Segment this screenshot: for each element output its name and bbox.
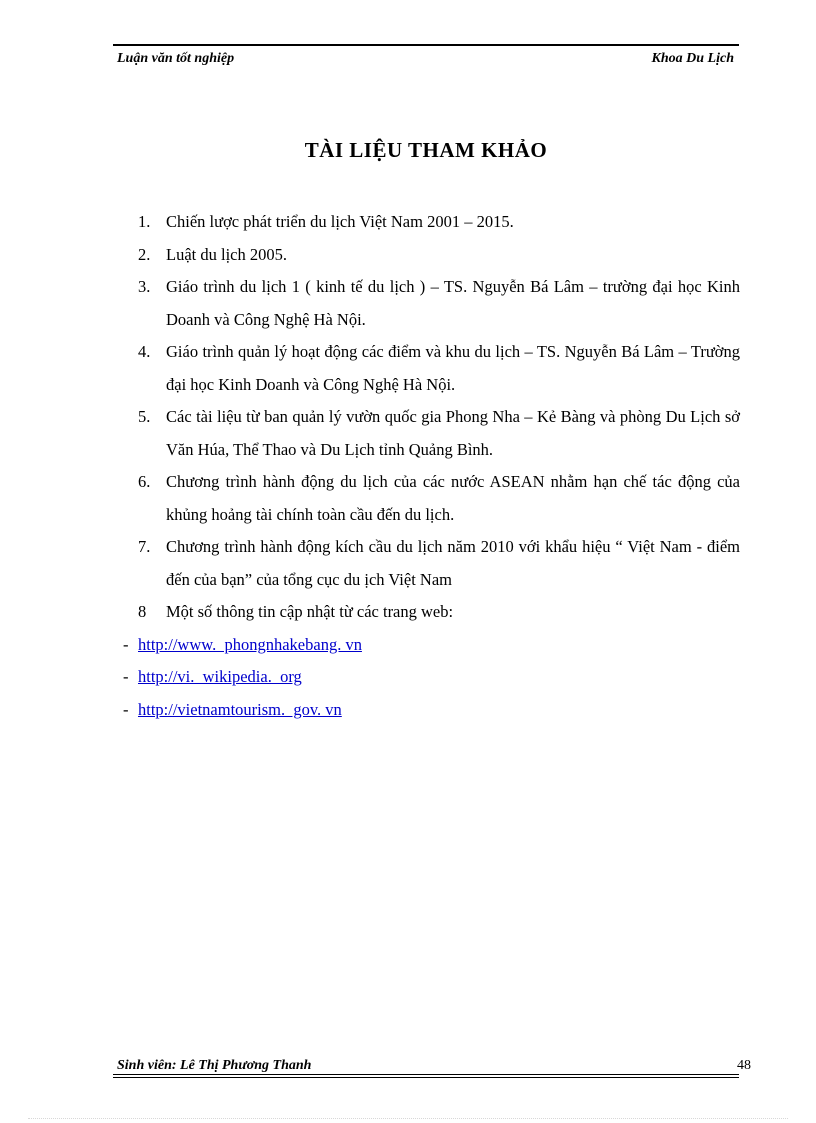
page-number: 48 bbox=[737, 1058, 751, 1073]
web-link-phongnhakebang[interactable]: http://www. phongnhakebang. vn bbox=[138, 634, 362, 654]
list-dash: - bbox=[123, 667, 129, 686]
web-link-wikipedia[interactable]: http://vi. wikipedia. org bbox=[138, 667, 302, 686]
web-link-item bbox=[123, 629, 740, 662]
reference-text: Lâm – Trường đại học Kinh Doanh và Công Nghệ Hà Nội. bbox=[166, 342, 740, 394]
reference-text: Chương trình hành động du lịch của các nước ASEAN nhằm hạn chế tác bbox=[166, 472, 672, 491]
reference-text: Một số thông tin cập nhật từ các trang web: bbox=[166, 602, 454, 621]
web-link-vietnamtourism[interactable]: http://vietnamtourism. gov. vn bbox=[138, 699, 342, 719]
reference-item-3 bbox=[138, 271, 740, 336]
reference-item-8 bbox=[138, 596, 740, 629]
header-department-label: Khoa Du Lịch bbox=[651, 51, 734, 66]
reference-item-1 bbox=[138, 206, 740, 239]
reference-item-4 bbox=[138, 336, 740, 401]
reference-number: 5. bbox=[138, 407, 151, 426]
reference-text: Chiến lược phát triển du lịch Việt Nam 2001 – 2015. bbox=[166, 212, 514, 231]
web-link-item bbox=[123, 661, 740, 694]
reference-item-5 bbox=[138, 401, 740, 466]
list-dash: - bbox=[123, 634, 129, 654]
reference-text: Du Lịch sở Văn Húa, Thể Thao và Du Lịch tỉnh Quảng Bình. bbox=[166, 407, 740, 459]
reference-text: Nam - điểm đến của bạn” của tổng cục du ịch Việt Nam bbox=[166, 537, 741, 589]
reference-text: học Kinh Doanh và Công Nghệ Hà Nội. bbox=[166, 277, 741, 329]
footer-student-name: Sinh viên: Lê Thị Phương Thanh bbox=[117, 1058, 312, 1073]
reference-number: 2. bbox=[138, 244, 151, 264]
web-link-item bbox=[123, 694, 740, 727]
reference-text: động của khủng hoảng tài chính toàn cầu đến du lịch. bbox=[166, 472, 741, 524]
reference-number: 8 bbox=[138, 602, 147, 621]
header-rule bbox=[113, 44, 739, 46]
reference-item-2 bbox=[138, 239, 740, 272]
page-edge-dots bbox=[28, 1118, 788, 1119]
footer-rule bbox=[113, 1077, 739, 1078]
footer-rule bbox=[113, 1074, 739, 1075]
reference-number: 3. bbox=[138, 277, 151, 296]
reference-item-6 bbox=[138, 466, 740, 531]
reference-text: Chương trình hành động kích cầu du lịch năm 2010 với khẩu hiệu “ Việt bbox=[166, 537, 655, 556]
reference-number: 7. bbox=[138, 537, 151, 556]
reference-text: Giáo trình du lịch 1 ( kinh tế du lịch ) – TS. Nguyễn Bá Lâm – trường đại bbox=[166, 277, 673, 296]
list-dash: - bbox=[123, 699, 129, 719]
reference-text: Luật du lịch 2005. bbox=[166, 244, 287, 264]
reference-number: 4. bbox=[138, 342, 151, 361]
web-link-list bbox=[123, 629, 740, 727]
reference-number: 6. bbox=[138, 472, 151, 491]
page-title: TÀI LIỆU THAM KHẢO bbox=[304, 138, 548, 162]
reference-text: Các tài liệu từ ban quản lý vườn quốc gia Phong Nha – Kẻ Bàng và phòng bbox=[166, 407, 662, 426]
reference-number: 1. bbox=[138, 212, 151, 231]
header-thesis-label: Luận văn tốt nghiệp bbox=[117, 51, 235, 66]
reference-list bbox=[123, 206, 741, 726]
reference-item-7 bbox=[138, 531, 740, 596]
reference-text: Giáo trình quản lý hoạt động các điểm và khu du lịch – TS. Nguyễn Bá bbox=[166, 342, 640, 361]
